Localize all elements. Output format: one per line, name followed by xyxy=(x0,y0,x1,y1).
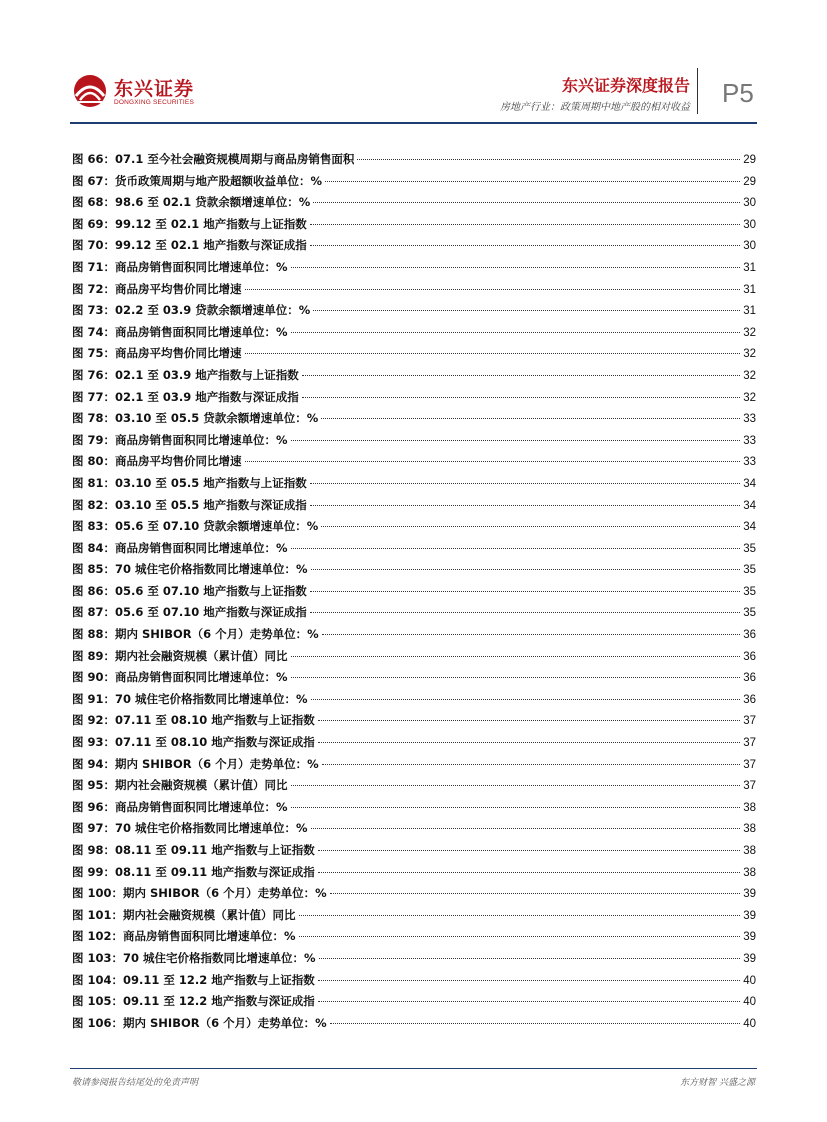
toc-entry[interactable] xyxy=(72,173,756,195)
toc-entry[interactable] xyxy=(72,907,756,929)
toc-entry-page[interactable]: 31 xyxy=(743,261,756,274)
toc-leader-dots xyxy=(310,224,740,225)
company-logo xyxy=(70,72,220,112)
toc-leader-dots xyxy=(291,677,741,678)
toc-leader-dots xyxy=(313,310,740,311)
toc-entry[interactable] xyxy=(72,648,756,670)
toc-entry-page[interactable]: 40 xyxy=(743,974,756,987)
toc-entry[interactable] xyxy=(72,950,756,972)
toc-leader-dots xyxy=(318,1001,740,1002)
toc-leader-dots xyxy=(291,267,741,268)
toc-entry-label[interactable]: 图 70：99.12 至 02.1 地产指数与深证成指 xyxy=(72,238,307,253)
toc-entry-page[interactable]: 29 xyxy=(743,175,756,188)
toc-entry[interactable] xyxy=(72,518,756,540)
toc-entry-page[interactable]: 39 xyxy=(743,909,756,922)
toc-entry-page[interactable]: 36 xyxy=(743,650,756,663)
toc-entry-label[interactable]: 图 75：商品房平均售价同比增速 xyxy=(72,346,242,361)
toc-leader-dots xyxy=(330,893,741,894)
toc-entry-page[interactable]: 32 xyxy=(743,391,756,404)
toc-entry-page[interactable]: 37 xyxy=(743,737,756,750)
toc-entry-page[interactable]: 33 xyxy=(743,434,756,447)
toc-entry-label[interactable]: 图 106：期内 SHIBOR（6 个月）走势单位：% xyxy=(72,1015,327,1030)
toc-entry[interactable] xyxy=(72,410,756,432)
toc-entry[interactable] xyxy=(72,626,756,648)
toc-leader-dots xyxy=(310,245,740,246)
toc-entry-page[interactable]: 31 xyxy=(743,283,756,296)
toc-entry-page[interactable]: 37 xyxy=(743,758,756,771)
header-divider xyxy=(697,68,698,114)
toc-entry-label[interactable]: 图 81：03.10 至 05.5 地产指数与上证指数 xyxy=(72,475,307,490)
toc-entry-label[interactable]: 图 101：期内社会融资规模（累计值）同比 xyxy=(72,907,296,922)
toc-leader-dots xyxy=(245,289,741,290)
toc-leader-dots xyxy=(291,440,741,441)
toc-leader-dots xyxy=(318,742,740,743)
toc-leader-dots xyxy=(302,375,740,376)
toc-entry-label[interactable]: 图 68：98.6 至 02.1 贷款余额增速单位：% xyxy=(72,195,311,210)
toc-leader-dots xyxy=(245,353,741,354)
toc-leader-dots xyxy=(299,936,741,937)
toc-entry-page[interactable]: 38 xyxy=(743,845,756,857)
toc-entry[interactable] xyxy=(72,345,756,367)
toc-entry-page[interactable]: 40 xyxy=(743,1017,756,1030)
toc-entry-label[interactable]: 图 79：商品房销售面积同比增速单位：% xyxy=(72,432,288,447)
toc-leader-dots xyxy=(311,828,741,829)
toc-entry-page[interactable]: 32 xyxy=(743,326,756,339)
toc-entry-label[interactable]: 图 67：货币政策周期与地产股超额收益单位：% xyxy=(72,173,323,188)
toc-entry-label[interactable]: 图 87：05.6 至 07.10 地产指数与深证成指 xyxy=(72,605,307,620)
toc-entry-label[interactable]: 图 90：商品房销售面积同比增速单位：% xyxy=(72,670,288,685)
toc-entry-page[interactable]: 30 xyxy=(743,240,756,253)
toc-entry-label[interactable]: 图 89：期内社会融资规模（累计值）同比 xyxy=(72,648,288,663)
toc-leader-dots xyxy=(310,591,740,592)
toc-entry[interactable] xyxy=(72,367,756,389)
toc-leader-dots xyxy=(291,807,741,808)
toc-entry[interactable] xyxy=(72,712,756,734)
toc-entry-label[interactable]: 图 88：期内 SHIBOR（6 个月）走势单位：% xyxy=(72,627,319,642)
toc-leader-dots xyxy=(319,958,741,959)
toc-entry-page[interactable]: 29 xyxy=(743,154,756,166)
toc-entry-page[interactable]: 35 xyxy=(743,564,756,577)
toc-entry-label[interactable]: 图 69：99.12 至 02.1 地产指数与上证指数 xyxy=(72,216,307,231)
toc-entry-page[interactable]: 39 xyxy=(743,952,756,965)
toc-entry[interactable] xyxy=(72,972,756,994)
toc-entry[interactable] xyxy=(72,561,756,583)
toc-entry-page[interactable]: 37 xyxy=(743,780,756,793)
page-number: P5 xyxy=(722,78,754,108)
toc-entry-page[interactable]: 32 xyxy=(743,369,756,382)
toc-leader-dots xyxy=(291,332,741,333)
toc-entry-page[interactable]: 35 xyxy=(743,585,756,598)
toc-entry-page[interactable]: 32 xyxy=(743,348,756,361)
toc-entry-page[interactable]: 39 xyxy=(743,888,756,901)
toc-entry[interactable] xyxy=(72,475,756,497)
toc-leader-dots xyxy=(313,202,740,203)
toc-entry-page[interactable]: 37 xyxy=(743,715,756,728)
toc-entry[interactable] xyxy=(72,259,756,281)
toc-leader-dots xyxy=(311,569,741,570)
toc-entry-label[interactable]: 图 71：商品房销售面积同比增速单位：% xyxy=(72,259,288,274)
toc-leader-dots xyxy=(299,915,741,916)
toc-entry-label[interactable]: 图 80：商品房平均售价同比增速 xyxy=(72,454,242,469)
toc-entry[interactable] xyxy=(72,864,756,886)
toc-entry-label[interactable]: 图 77：02.1 至 03.9 地产指数与深证成指 xyxy=(72,389,299,404)
toc-entry[interactable] xyxy=(72,540,756,562)
toc-entry[interactable] xyxy=(72,237,756,259)
toc-entry-page[interactable]: 33 xyxy=(743,456,756,469)
toc-entry-page[interactable]: 39 xyxy=(743,931,756,944)
toc-entry-label[interactable]: 图 94：期内 SHIBOR（6 个月）走势单位：% xyxy=(72,756,319,771)
toc-entry[interactable] xyxy=(72,993,756,1015)
toc-entry-label[interactable]: 图 104：09.11 至 12.2 地产指数与上证指数 xyxy=(72,972,315,987)
toc-entry-page[interactable]: 38 xyxy=(743,801,756,814)
report-title: 东兴证券深度报告 xyxy=(561,76,690,95)
toc-entry-page[interactable]: 30 xyxy=(743,197,756,210)
toc-entry-page[interactable]: 34 xyxy=(743,477,756,490)
toc-entry-page[interactable]: 35 xyxy=(743,542,756,555)
toc-entry-label[interactable]: 图 95：期内社会融资规模（累计值）同比 xyxy=(72,778,288,793)
toc-entry-label[interactable]: 图 92：07.11 至 08.10 地产指数与上证指数 xyxy=(72,713,315,728)
toc-entry[interactable] xyxy=(72,756,756,778)
toc-entry[interactable] xyxy=(72,583,756,605)
report-subtitle: 房地产行业：政策周期中地产股的相对收益 xyxy=(500,102,690,113)
toc-entry-label[interactable]: 图 105：09.11 至 12.2 地产指数与深证成指 xyxy=(72,994,315,1009)
toc-entry-page[interactable]: 36 xyxy=(743,672,756,685)
toc-entry-label[interactable]: 图 93：07.11 至 08.10 地产指数与深证成指 xyxy=(72,735,315,750)
toc-leader-dots xyxy=(310,505,740,506)
toc-entry-page[interactable]: 36 xyxy=(743,693,756,706)
dongxing-logo-icon xyxy=(70,74,110,108)
toc-entry[interactable] xyxy=(72,497,756,519)
toc-leader-dots xyxy=(302,397,740,398)
toc-entry-label[interactable]: 图 103：70 城住宅价格指数同比增速单位：% xyxy=(72,950,316,965)
toc-entry-page[interactable]: 33 xyxy=(743,413,756,426)
toc-leader-dots xyxy=(330,1023,741,1024)
toc-entry-page[interactable]: 35 xyxy=(743,607,756,620)
toc-leader-dots xyxy=(318,720,740,721)
toc-entry[interactable] xyxy=(72,324,756,346)
toc-entry-label[interactable]: 图 66：07.1 至今社会融资规模周期与商品房销售面积 xyxy=(72,152,355,166)
toc-entry[interactable] xyxy=(72,194,756,216)
figure-index-list xyxy=(72,151,756,1036)
logo-text-en: DONGXING SECURITIES xyxy=(114,99,195,106)
toc-entry-label[interactable]: 图 100：期内 SHIBOR（6 个月）走势单位：% xyxy=(72,886,327,901)
toc-entry-label[interactable]: 图 76：02.1 至 03.9 地产指数与上证指数 xyxy=(72,367,299,382)
toc-leader-dots xyxy=(318,872,740,873)
toc-entry[interactable] xyxy=(72,885,756,907)
toc-entry[interactable] xyxy=(72,777,756,799)
toc-entry[interactable] xyxy=(72,669,756,691)
toc-entry[interactable] xyxy=(72,691,756,713)
footer-rule xyxy=(70,1068,757,1069)
toc-entry-page[interactable]: 38 xyxy=(743,823,756,836)
toc-entry-label[interactable]: 图 86：05.6 至 07.10 地产指数与上证指数 xyxy=(72,583,307,598)
toc-entry[interactable] xyxy=(72,453,756,475)
toc-entry[interactable] xyxy=(72,928,756,950)
toc-leader-dots xyxy=(291,785,741,786)
toc-entry[interactable] xyxy=(72,216,756,238)
toc-entry-page[interactable]: 34 xyxy=(743,499,756,512)
toc-entry-page[interactable]: 30 xyxy=(743,218,756,231)
toc-entry-label[interactable]: 图 82：03.10 至 05.5 地产指数与深证成指 xyxy=(72,497,307,512)
toc-entry[interactable] xyxy=(72,799,756,821)
toc-entry[interactable] xyxy=(72,432,756,454)
toc-leader-dots xyxy=(291,656,741,657)
toc-leader-dots xyxy=(321,526,740,527)
toc-entry-label[interactable]: 图 99：08.11 至 09.11 地产指数与深证成指 xyxy=(72,864,315,879)
toc-entry-label[interactable]: 图 97：70 城住宅价格指数同比增速单位：% xyxy=(72,821,308,836)
toc-leader-dots xyxy=(321,418,740,419)
toc-entry-label[interactable]: 图 72：商品房平均售价同比增速 xyxy=(72,281,242,296)
toc-entry[interactable] xyxy=(72,734,756,756)
toc-entry[interactable] xyxy=(72,820,756,842)
footer-disclaimer: 敬请参阅报告结尾处的免责声明 xyxy=(72,1078,199,1088)
toc-entry[interactable] xyxy=(72,281,756,303)
toc-leader-dots xyxy=(322,634,741,635)
page-header xyxy=(0,0,827,130)
toc-entry[interactable] xyxy=(72,842,756,864)
toc-leader-dots xyxy=(291,548,741,549)
toc-entry[interactable] xyxy=(72,389,756,411)
toc-leader-dots xyxy=(311,699,741,700)
toc-entry-label[interactable]: 图 73：02.2 至 03.9 贷款余额增速单位：% xyxy=(72,303,311,318)
toc-entry-label[interactable]: 图 84：商品房销售面积同比增速单位：% xyxy=(72,540,288,555)
toc-entry-label[interactable]: 图 85：70 城住宅价格指数同比增速单位：% xyxy=(72,562,308,577)
toc-entry-label[interactable]: 图 78：03.10 至 05.5 贷款余额增速单位：% xyxy=(72,411,319,426)
toc-entry[interactable] xyxy=(72,604,756,626)
footer-slogan: 东方财智 兴盛之源 xyxy=(680,1078,755,1088)
toc-entry[interactable] xyxy=(72,151,756,173)
toc-leader-dots xyxy=(318,980,740,981)
toc-entry-page[interactable]: 34 xyxy=(743,521,756,534)
toc-leader-dots xyxy=(310,612,740,613)
toc-entry-label[interactable]: 图 96：商品房销售面积同比增速单位：% xyxy=(72,799,288,814)
toc-leader-dots xyxy=(318,850,740,851)
header-rule xyxy=(70,122,757,124)
toc-leader-dots xyxy=(310,483,740,484)
toc-entry-label[interactable]: 图 91：70 城住宅价格指数同比增速单位：% xyxy=(72,691,308,706)
toc-leader-dots xyxy=(357,159,740,160)
toc-entry[interactable] xyxy=(72,302,756,324)
toc-entry-page[interactable]: 40 xyxy=(743,996,756,1009)
logo-text-cn: 东兴证券 xyxy=(114,78,195,100)
toc-entry-label[interactable]: 图 98：08.11 至 09.11 地产指数与上证指数 xyxy=(72,843,315,857)
toc-leader-dots xyxy=(325,181,740,182)
toc-entry-page[interactable]: 36 xyxy=(743,629,756,642)
toc-entry-label[interactable]: 图 74：商品房销售面积同比增速单位：% xyxy=(72,324,288,339)
toc-entry-page[interactable]: 31 xyxy=(743,305,756,318)
toc-leader-dots xyxy=(322,764,741,765)
toc-entry-page[interactable]: 38 xyxy=(743,866,756,879)
toc-entry-label[interactable]: 图 83：05.6 至 07.10 贷款余额增速单位：% xyxy=(72,519,319,534)
toc-entry-label[interactable]: 图 102：商品房销售面积同比增速单位：% xyxy=(72,929,296,944)
toc-entry[interactable] xyxy=(72,1015,756,1037)
toc-leader-dots xyxy=(245,461,741,462)
